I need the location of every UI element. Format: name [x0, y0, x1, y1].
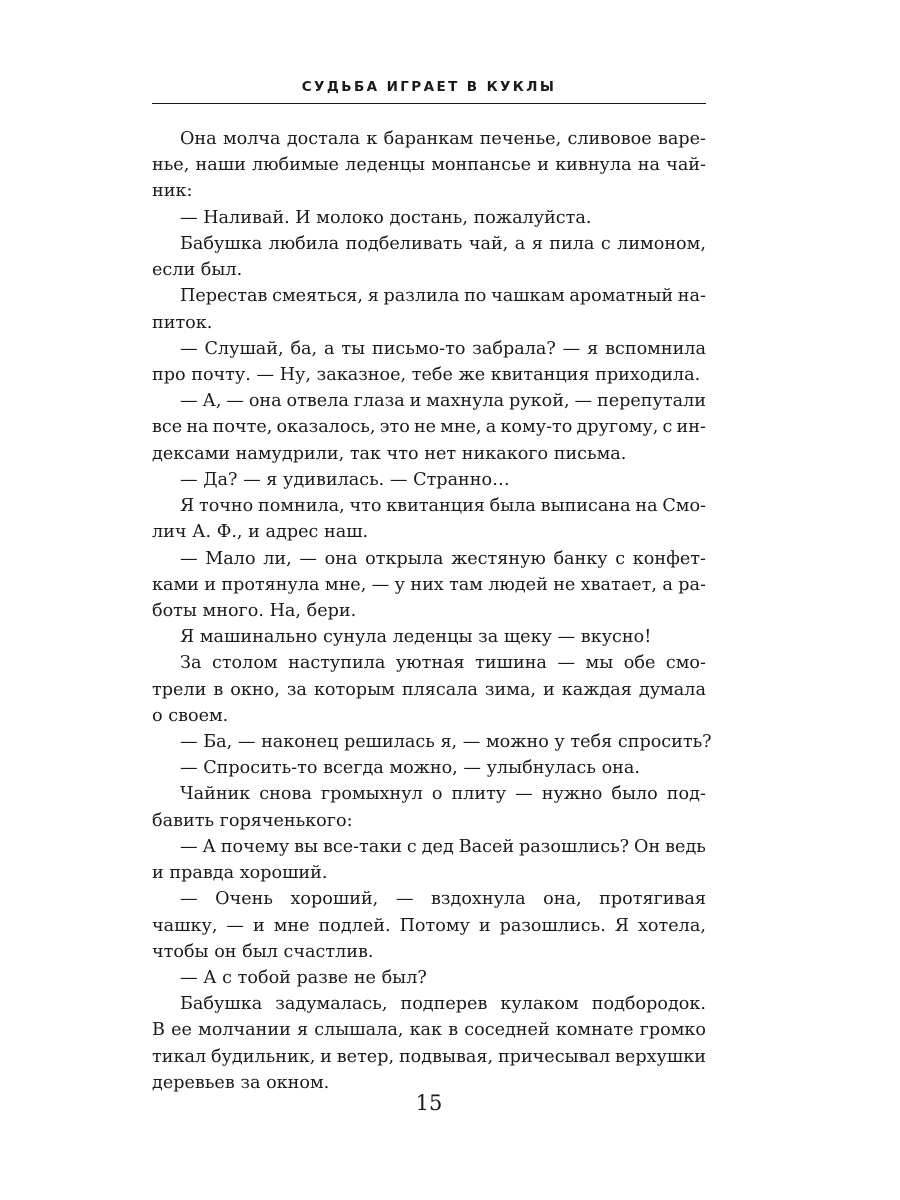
text-line: Я машинально сунула леденцы за щеку — вкусно! [180, 627, 652, 648]
text-line: Она молча достала к баранкам печенье, сливовое варе- [180, 129, 706, 149]
text-line: — Ба, — наконец решилась я, — можно у тебя спросить? [180, 732, 712, 753]
text-line: ник: [152, 181, 193, 202]
header-rule [152, 103, 706, 104]
text-line: если был. [152, 260, 243, 281]
text-line: дексами намудрили, так что нет никакого письма. [152, 443, 627, 464]
text-line: Бабушка задумалась, подперев кулаком подбородок. [180, 994, 706, 1015]
text-line: боты много. На, бери. [152, 600, 357, 621]
text-line: — Наливай. И молоко достань, пожалуйста. [180, 207, 592, 228]
running-head: СУДЬБА ИГРАЕТ В КУКЛЫ [301, 79, 557, 95]
text-line: все на почте, оказалось, это не мне, а кому-то другому, с ин- [152, 417, 706, 438]
body-text [152, 126, 712, 1096]
text-line: — Мало ли, — она открыла жестяную банку с конфет- [180, 548, 706, 569]
text-line: — Слушай, ба, а ты письмо-то забрала? — я вспомнила [180, 338, 706, 359]
text-line: деревьев за окном. [152, 1072, 330, 1093]
text-line: Перестав смеяться, я разлила по чашкам ароматный на- [180, 286, 706, 307]
page-number: 15 [415, 1091, 443, 1115]
text-line: питок. [152, 312, 213, 333]
text-line: За столом наступила уютная тишина — мы обе смо- [180, 653, 706, 674]
text-line: В ее молчании я слышала, как в соседней комнате громко [152, 1020, 706, 1041]
text-line: нье, наши любимые леденцы монпансье и кивнула на чай- [152, 155, 706, 176]
text-line: — А с тобой разве не был? [180, 968, 427, 988]
text-line: трели в окно, за которым плясала зима, и каждая думала [152, 679, 706, 700]
text-line: — Да? — я удивилась. — Странно… [180, 469, 510, 490]
text-line: чашку, — и мне подлей. Потому и разошлись. Я хотела, [152, 915, 706, 936]
text-line: про почту. — Ну, заказное, тебе же квитанция приходила. [152, 364, 701, 385]
text-line: — Очень хороший, — вздохнула она, протягивая [180, 889, 706, 910]
text-line: о своем. [152, 705, 229, 726]
text-line: Бабушка любила подбеливать чай, а я пила с лимоном, [180, 233, 706, 254]
text-line: бавить горяченького: [152, 810, 353, 831]
text-line: — Спросить-то всегда можно, — улыбнулась она. [180, 758, 640, 779]
text-line: — А, — она отвела глаза и махнула рукой, — перепутали [180, 391, 706, 412]
text-line: ками и протянула мне, — у них там людей не хватает, а ра- [152, 574, 706, 595]
text-line: тикал будильник, и ветер, подвывая, причесывал верхушки [152, 1046, 706, 1067]
text-line: — А почему вы все-таки с дед Васей разошлись? Он ведь [180, 836, 706, 857]
text-line: чтобы он был счастлив. [152, 941, 374, 962]
text-line: Я точно помнила, что квитанция была выписана на Смо- [180, 496, 706, 517]
text-line: Чайник снова громыхнул о плиту — нужно было под- [180, 784, 706, 805]
text-line: и правда хороший. [152, 863, 328, 884]
text-line: лич А. Ф., и адрес наш. [152, 522, 369, 543]
